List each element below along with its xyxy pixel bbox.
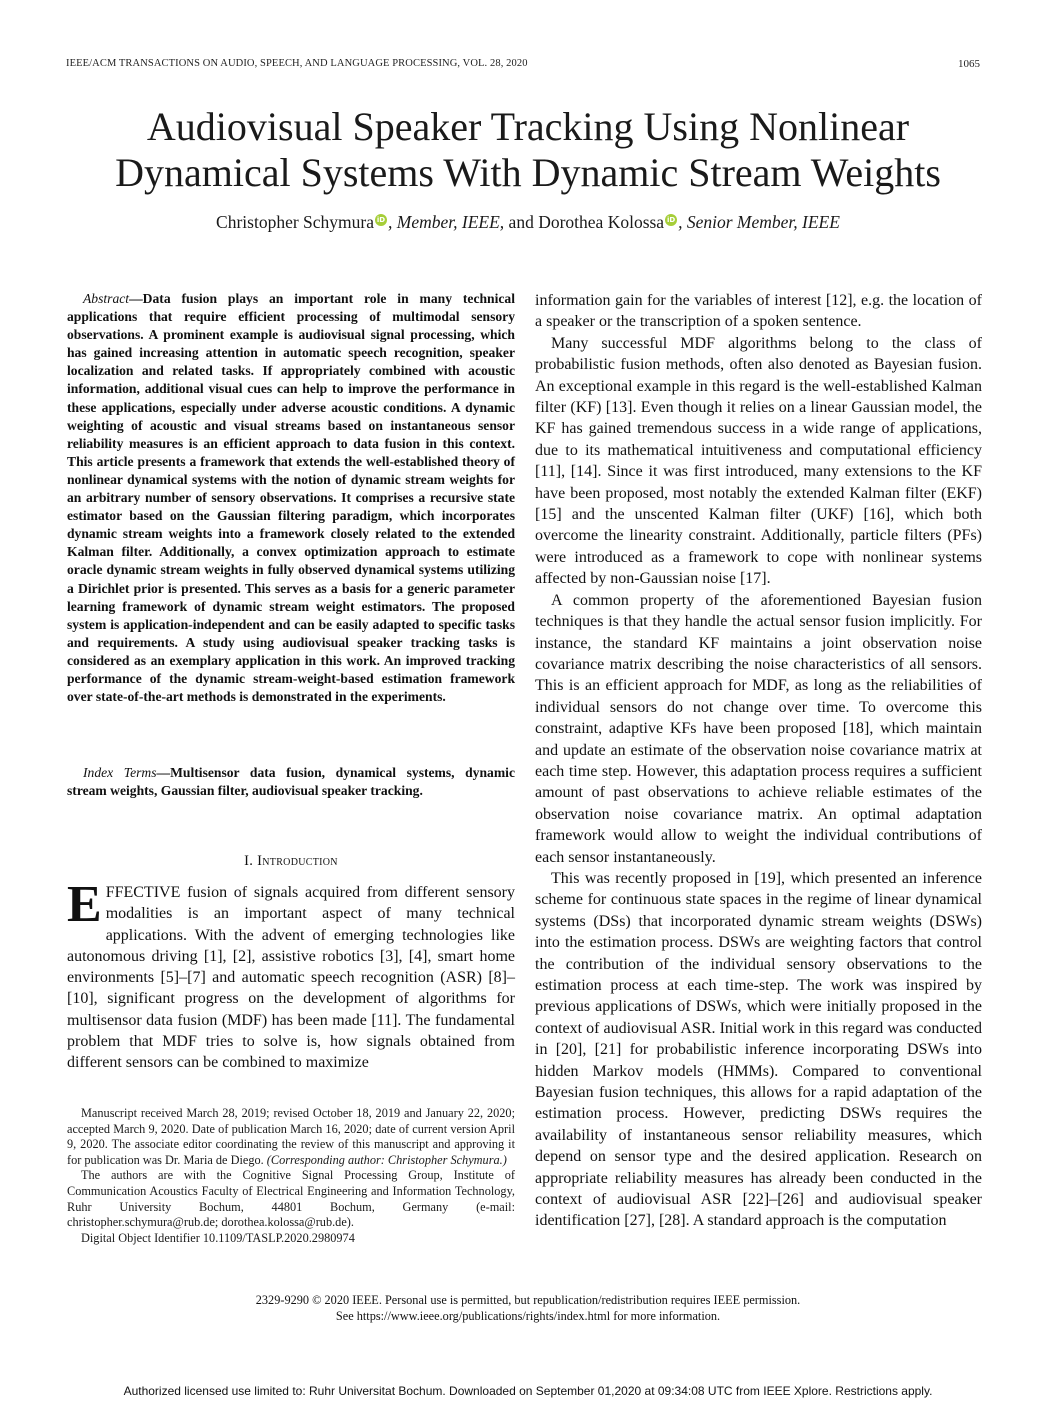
right-column-body <box>535 290 982 1232</box>
section-heading <box>67 853 515 870</box>
first-page-footnotes <box>67 1106 515 1246</box>
running-header-journal: IEEE/ACM TRANSACTIONS ON AUDIO, SPEECH, AND LANGUAGE PROCESSING, VOL. 28, 2020 <box>66 58 528 69</box>
section-numeral: I. <box>244 853 258 869</box>
license-footer: Authorized licensed use limited to: Ruhr Universitat Bochum. Downloaded on September 01,2020 at 09:34:08 UTC from IEEE Xplore. Restrictions apply. <box>123 1384 933 1398</box>
index-terms <box>67 764 515 800</box>
orcid-icon[interactable]: iD <box>666 216 676 224</box>
page-number: 1065 <box>958 58 980 70</box>
paper-title <box>40 104 1016 196</box>
copyright-line-1: 2329-9290 © 2020 IEEE. Personal use is permitted, but republication/redistribution requires IEEE permission. <box>255 1293 801 1307</box>
copyright-line-2: See https://www.ieee.org/publications/rights/index.html for more information. <box>335 1309 721 1323</box>
manuscript-note: Manuscript received March 28, 2019; revised October 18, 2019 and January 22, 2020; accepted March 9, 2020. Date of publication March 16, 2020; date of current version April 9, 2020. The associate editor coordinating the review of this manuscript and approving it for publication was Dr. Maria de Diego. (Corresponding author: Christopher Schymura.) <box>67 1106 515 1167</box>
abstract-lead: Abstract <box>83 291 130 306</box>
drop-cap: E <box>67 876 102 933</box>
orcid-icon[interactable]: iD <box>376 216 386 224</box>
copyright-notice <box>40 1292 1016 1324</box>
author-list <box>40 212 1016 233</box>
body-paragraph: This was recently proposed in [19], which presented an inference scheme for continuous state spaces in the regime of linear dynamical systems (DSs) that incorporated dynamic stream weights (DSWs) into the estimation process. DSWs are weighting factors that control the contribution of the individual sensory observations to the estimation process at each time-step. The work was inspired by previous applications of DSWs, which were initially proposed in the context of audiovisual ASR. Initial work in this regard was conducted in [20], [21] for probabilistic inference incorporating DSWs into hidden Markov models (HMMs). Compared to conventional Bayesian fusion techniques, this allows for a rapid adaptation of the estimation process. However, predicting DSWs requires the availability of instantaneous sensor reliability measures, which depend on sensor type and the desired application. Research on appropriate reliability measures has already been conducted in the context of audiovisual ASR [22]–[26] and audiovisual speaker identification [27], [28]. A standard approach is the computation <box>535 869 982 1230</box>
author-role-1: , Member, IEEE, <box>388 212 505 232</box>
body-paragraph: A common property of the aforementioned Bayesian fusion techniques is that they handle the actual sensor fusion implicitly. For instance, the standard KF maintains a joint observation noise covariance matrix describing the noise characteristics of all sensors. This is an efficient approach for MDF, as long as the reliabilities of individual sensors do not change over time. To overcome this constraint, adaptive KFs have been proposed [18], which maintain and update an estimate of the observation noise covariance matrix at each time step. However, this adaptation process requires a sufficient amount of past observations to achieve reliable estimates of the observation noise covariance matrix. An optimal adaptation framework would allow to weight the individual contributions of each sensor instantaneously. <box>535 591 982 866</box>
author-name-2: Dorothea Kolossa <box>538 212 665 232</box>
index-terms-text: —Multisensor data fusion, dynamical systems, dynamic stream weights, Gaussian filter, audiovisual speaker tracking. <box>67 765 515 799</box>
body-paragraph: information gain for the variables of interest [12], e.g. the location of a speaker or the transcription of a spoken sentence. <box>535 292 982 331</box>
author-conjunction: and <box>504 212 539 232</box>
affiliation-note: The authors are with the Cognitive Signal Processing Group, Institute of Communication Acoustics Faculty of Electrical Engineering and Information Technology, Ruhr University Bochum, 44801 Bochum, Germany (e-mail: christopher.schymura@rub.de; dorothea.kolossa@rub.de). <box>67 1168 515 1230</box>
doi-note: Digital Object Identifier 10.1109/TASLP.2020.2980974 <box>81 1230 355 1245</box>
abstract-text: —Data fusion plays an important role in many technical applications that require efficient processing of multimodal sensory observations. A prominent example is audiovisual signal processing, which has gained increasing attention in automatic speech recognition, speaker localization and related tasks. If appropriately combined with acoustic information, additional visual cues can help to improve the performance in these applications, especially under adverse acoustic conditions. A dynamic weighting of acoustic and visual streams based on instantaneous sensor reliability measures is an efficient approach to data fusion in this context. This article presents a framework that extends the well-established theory of nonlinear dynamical systems with the notion of dynamic stream weights for an arbitrary number of sensory observations. It comprises a recursive state estimator based on the Gaussian filtering paradigm, which incorporates dynamic stream weights into a framework closely related to the extended Kalman filter. Additionally, a convex optimization approach to estimate oracle dynamic stream weights in fully observed dynamical systems utilizing a Dirichlet prior is presented. This serves as a basis for a generic parameter learning framework of dynamic stream weight estimators. The proposed system is application-independent and can be easily adapted to specific tasks and requirements. A study using audiovisual speaker tracking tasks is considered as an exemplary application in this work. An improved tracking performance of the dynamic stream-weight-based estimation framework over state-of-the-art methods is demonstrated in the experiments. <box>67 291 515 705</box>
corresponding-author-note: (Corresponding author: Christopher Schymura.) <box>266 1152 507 1167</box>
author-name-1: Christopher Schymura <box>216 212 375 232</box>
introduction-text: FFECTIVE fusion of signals acquired from different sensory modalities is an important aspect of many technical applications. With the advent of emerging technologies like autonomous driving [1], [2], assistive robotics [3], [4], smart home environments [5]–[7] and automatic speech recognition (ASR) [8]–[10], significant progress on the development of algorithms for multisensor data fusion (MDF) has been made [11]. The fundamental problem that MDF tries to solve is, how signals obtained from different sensors can be combined to maximize <box>67 884 515 1072</box>
section-title: Introduction <box>257 853 338 869</box>
introduction-paragraph <box>67 876 515 1074</box>
author-role-2: , Senior Member, IEEE <box>678 212 840 232</box>
body-paragraph: Many successful MDF algorithms belong to the class of probabilistic fusion methods, often also denoted as Bayesian fusion. An exceptional example in this regard is the well-established Kalman filter (KF) [13]. Even though it relies on a linear Gaussian model, the KF has gained tremendous success in a wide range of applications, due to its mathematical intuitiveness and computational efficiency [11], [14]. Since it was first introduced, many extensions to the KF have been proposed, most notably the extended Kalman filter (EKF) [15] and the unscented Kalman filter (UKF) [16], which both overcome the linearity constraint. Additionally, particle filters (PFs) were introduced as a framework to cope with nonlinear systems affected by non-Gaussian noise [17]. <box>535 334 982 588</box>
title-line-1: Audiovisual Speaker Tracking Using Nonlinear <box>146 104 910 149</box>
abstract <box>67 290 515 706</box>
title-line-2: Dynamical Systems With Dynamic Stream Weights <box>115 150 941 195</box>
index-terms-lead: Index Terms <box>83 765 157 780</box>
